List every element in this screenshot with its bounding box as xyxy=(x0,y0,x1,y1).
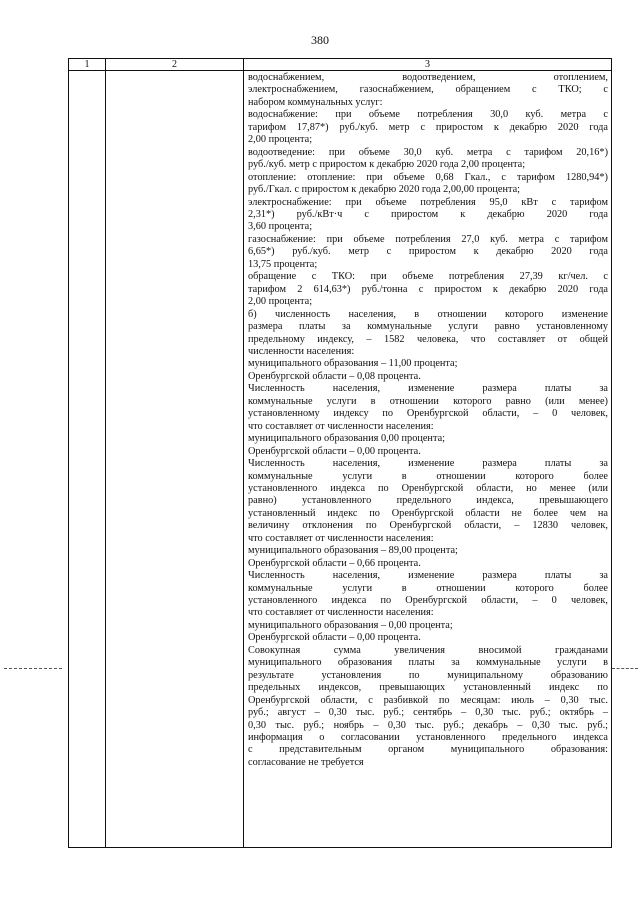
text-line: согласование не требуется xyxy=(248,756,364,768)
text-line: Оренбургской области – 0,00 процента. xyxy=(248,632,421,644)
text-line: Оренбургской области – 0,00 процента. xyxy=(248,445,421,457)
text-line: 2,31*) руб./кВт·ч с приростом к декабрю 2020 года xyxy=(248,208,608,220)
text-line: предельному индексу, – 1582 человека, что составляет от общей xyxy=(248,333,608,345)
text-line: отопление: отопление: при объеме 0,68 Гкал., с тарифом 1280,94*) xyxy=(248,171,608,183)
column-2-cell xyxy=(106,71,244,848)
text-line: 2,00 процента; xyxy=(248,296,313,308)
text-line: коммунальные услуги в отношении которого равно (или менее) xyxy=(248,395,608,407)
text-line: тарифом 2 614,63*) руб./тонна с приростом к декабрю 2020 года xyxy=(248,283,608,295)
column-header-3: 3 xyxy=(244,59,612,71)
text-line: что составляет от численности населения: xyxy=(248,532,434,544)
text-line: Оренбургской области, с разбивкой по месяцам: июль – 0,30 тыс. xyxy=(248,694,608,706)
text-line: обращение с ТКО: при объеме потребления 27,39 кг/чел. с xyxy=(248,271,608,283)
text-line: муниципального образования – 11,00 процента; xyxy=(248,358,458,370)
text-line: равно) установленного предельного индекса, превышающего xyxy=(248,495,608,507)
text-line: размера платы за коммунальные услуги равно установленному xyxy=(248,321,608,333)
text-line: Оренбургской области – 0,08 процента. xyxy=(248,370,421,382)
text-line: 3,60 процента; xyxy=(248,221,313,233)
table-header-row xyxy=(69,59,612,71)
text-line: 0,30 тыс. руб.; ноябрь – 0,30 тыс. руб.; декабрь – 0,30 тыс. руб.; xyxy=(248,719,608,731)
column-1-cell xyxy=(69,71,106,848)
column-header-2: 2 xyxy=(106,59,244,71)
text-line: б) численность населения, в отношении которого изменение xyxy=(248,308,608,320)
text-line: муниципального образования – 89,00 процента; xyxy=(248,545,458,557)
text-line: газоснабжение: при объеме потребления 27,0 куб. метра с тарифом xyxy=(248,233,608,245)
text-line: водоснабжением, водоотведением, отоплением, xyxy=(248,72,608,83)
text-line: величину отклонения по Оренбургской области, – 12830 человек, xyxy=(248,520,608,532)
column-header-1: 1 xyxy=(69,59,106,71)
text-line: что составляет от численности населения: xyxy=(248,420,434,432)
text-line: электроснабжением, газоснабжением, обращением с ТКО; с xyxy=(248,84,608,96)
text-line: 6,65*) руб./куб. метр с приростом к декабрю 2020 года xyxy=(248,246,608,258)
text-line: тарифом 17,87*) руб./куб. метр с приростом к декабрю 2020 года xyxy=(248,121,608,133)
text-line: численности населения: xyxy=(248,345,355,357)
text-line: установленному индексу по Оренбургской области, – 0 человек, xyxy=(248,408,608,420)
table-body-row xyxy=(69,71,612,848)
text-line: установленного индекса по Оренбургской области, но менее (или xyxy=(248,482,608,494)
text-line: коммунальные услуги в отношении которого более xyxy=(248,582,608,594)
scan-artifact-left xyxy=(4,668,62,669)
text-line: с представительным органом муниципального образования: xyxy=(248,744,608,756)
text-line: коммунальные услуги в отношении которого более xyxy=(248,470,608,482)
text-line: муниципального образования – 0,00 процента; xyxy=(248,619,453,631)
text-line: предельных индексов, превышающих установленный индекс по xyxy=(248,682,608,694)
text-line: что составляет от численности населения: xyxy=(248,607,434,619)
text-line: Совокупная сумма увеличения вносимой гражданами xyxy=(248,644,608,656)
text-line: Численность населения, изменение размера платы за xyxy=(248,458,608,470)
text-line: водоотведение: при объеме 30,0 куб. метра с тарифом 20,16*) xyxy=(248,146,608,158)
text-line: установленного индекса по Оренбургской области, – 0 человек, xyxy=(248,595,608,607)
text-line: муниципального образования 0,00 процента; xyxy=(248,433,445,445)
text-line: водоснабжение: при объеме потребления 30,0 куб. метра с xyxy=(248,109,608,121)
text-line: набором коммунальных услуг: xyxy=(248,96,383,108)
text-line: 2,00 процента; xyxy=(248,134,313,146)
text-line: Численность населения, изменение размера платы за xyxy=(248,383,608,395)
text-line: руб./Гкал. с приростом к декабрю 2020 года 2,00,00 процента; xyxy=(248,184,521,196)
text-line: установленный индекс по Оренбургской области не более чем на xyxy=(248,507,608,519)
scan-artifact-right xyxy=(612,668,638,669)
text-line: руб./куб. метр с приростом к декабрю 2020 года 2,00 процента; xyxy=(248,159,526,171)
text-line: Численность населения, изменение размера платы за xyxy=(248,570,608,582)
text-line: электроснабжение: при объеме потребления 95,0 кВт с тарифом xyxy=(248,196,608,208)
text-line: руб.; август – 0,30 тыс. руб.; сентябрь – 0,30 тыс. руб.; октябрь – xyxy=(248,707,608,719)
text-line: Оренбургской области – 0,66 процента. xyxy=(248,557,421,569)
text-line: информация о согласовании установленного предельного индекса xyxy=(248,732,608,744)
text-line: результате установления по муниципальному образованию xyxy=(248,669,608,681)
page-number: 380 xyxy=(311,33,329,47)
column-3-text-cell xyxy=(244,71,612,848)
document-table xyxy=(68,58,612,848)
text-line: муниципального образования платы за коммунальные услуги в xyxy=(248,657,608,669)
text-line: 13,75 процента; xyxy=(248,258,318,270)
